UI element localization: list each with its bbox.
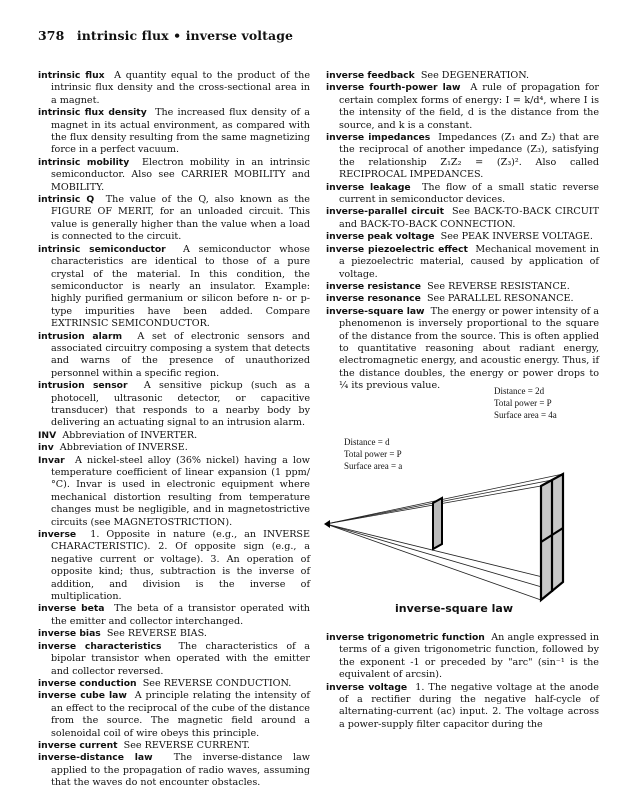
dictionary-entry (38, 442, 310, 454)
entry-term: inverse characteristics (38, 640, 162, 652)
page-header (38, 28, 293, 43)
right-column-bottom (326, 632, 599, 731)
dictionary-entry (326, 306, 599, 393)
entry-term: inverse feedback (326, 70, 415, 81)
entry-term: inverse voltage (326, 681, 408, 693)
dictionary-entry (326, 632, 599, 682)
entry-term: inverse beta (38, 603, 105, 615)
dictionary-entry (38, 752, 310, 789)
running-head: intrinsic flux • inverse voltage (76, 28, 294, 43)
entry-term: Invar (38, 454, 65, 466)
dictionary-entry (38, 331, 310, 381)
dictionary-entry (38, 244, 310, 331)
entry-definition: The flow of a small static reverse current in semiconductor devices. (339, 181, 599, 206)
entry-definition: A quantity equal to the product of the intrinsic flux density and the cross-sectional area in a magnet. (51, 70, 310, 106)
entry-definition: See PARALLEL RESONANCE. (426, 293, 574, 305)
entry-term: inverse conduction (38, 677, 137, 689)
entry-definition: Abbreviation of INVERTER. (62, 429, 198, 441)
ray-lines (326, 474, 563, 600)
dictionary-entry (38, 157, 310, 194)
entry-definition: Abbreviation of INVERSE. (59, 442, 188, 454)
right-column (326, 70, 599, 393)
entry-definition: The value of the Q, also known as the FIGURE OF MERIT, for an unloaded circuit. This value is generally higher than the value when a load is connected to the circuit. (51, 194, 310, 243)
entry-term: inverse-parallel circuit (326, 206, 444, 218)
figure-caption: inverse-square law (395, 602, 513, 615)
dictionary-entry (326, 293, 599, 305)
entry-definition: Impedances (Z₁ and Z₂) that are the reciprocal of another impedance (Z₃), satisfying the relationship Z₁Z₂ = (Z₃)². Also called RECIPROCAL IMPEDANCES. (339, 132, 599, 181)
entry-term: inverse peak voltage (326, 231, 435, 243)
dictionary-entry (326, 231, 599, 243)
entry-term: intrinsic flux (38, 70, 105, 81)
dictionary-entry (326, 281, 599, 293)
entry-definition: The inverse-distance law applied to the propagation of radio waves, assuming that the waves do not encounter obstacles. (51, 752, 310, 789)
entry-term: inverse leakage (326, 181, 411, 193)
entry-term: inverse piezoelectric effect (326, 243, 468, 255)
entry-definition: See REVERSE RESISTANCE. (427, 280, 570, 292)
far-surface (541, 474, 563, 600)
entry-term: inverse bias (38, 628, 101, 640)
entry-definition: A rule of propagation for certain complex forms of energy: I = k/d⁴, where I is the intensity of the field, d is the distance from the source, and k is a constant. (339, 82, 600, 131)
dictionary-entry (326, 244, 599, 281)
entry-definition: A semiconductor whose characteristics are identical to those of a pure crystal of the material. In this condition, the semiconductor is nearly an insulator. Example: highly purified germanium or silicon before n- or p-type impurities have been added. Compare EXTRINSIC SEMICONDUCTOR. (51, 243, 310, 330)
entry-term: inverse-distance law (38, 752, 153, 764)
entry-definition: See REVERSE BIAS. (106, 628, 207, 640)
entry-definition: The energy or power intensity of a phenomenon is inversely proportional to the square of the distance from the source. This is often applied to quantitative reasoning about radiant energy, electromagnetic energy, and acoustic energy. Thus, if the distance doubles, the energy or power drops to ¼ its previous value. (339, 305, 599, 392)
entry-definition: 1. Opposite in nature (e.g., an INVERSE CHARACTERISTIC). 2. Of opposite sign (e.g., a negative current or voltage). 3. An operation of opposite kind; thus, subtraction is the inverse of addition, and division is the inverse of multiplication. (51, 529, 310, 603)
dictionary-entry (38, 430, 310, 442)
entry-term: inverse impedances (326, 132, 431, 144)
entry-term: inverse trigonometric function (326, 632, 485, 643)
near-label-power: Total power = P (344, 449, 402, 459)
entry-term: intrinsic flux density (38, 107, 147, 119)
dictionary-entry (38, 529, 310, 603)
page-number: 378 (38, 28, 65, 43)
entry-term: inverse current (38, 739, 118, 751)
entry-term: intrinsic semiconductor (38, 243, 166, 255)
entry-term: intrusion sensor (38, 380, 128, 392)
dictionary-entry (38, 690, 310, 740)
entry-definition: The characteristics of a bipolar transistor when operated with the emitter and collector reversed. (51, 640, 310, 677)
entry-definition: See REVERSE CONDUCTION. (142, 677, 292, 689)
entry-definition: A nickel-steel alloy (36% nickel) having a low temperature coefficient of linear expansion (1 ppm/°C). Invar is used in electronic equipment where mechanical distortion resulting from temperature changes must be negligible, and in magnetostrictive circuits (see MAGNETOSTRICTION). (51, 454, 310, 528)
entry-term: intrusion alarm (38, 330, 123, 342)
left-column (38, 70, 310, 790)
entry-definition: See PEAK INVERSE VOLTAGE. (440, 231, 593, 243)
entry-term: intrinsic mobility (38, 156, 130, 168)
dictionary-entry (38, 70, 310, 107)
entry-term: intrinsic Q (38, 194, 95, 206)
entry-term: inverse resistance (326, 280, 421, 292)
dictionary-entry (38, 641, 310, 678)
dictionary-entry (326, 70, 599, 82)
dictionary-entry (38, 603, 310, 628)
entry-term: INV (38, 429, 57, 441)
far-label-power: Total power = P (494, 398, 552, 408)
entry-definition: The beta of a transistor operated with the emitter and collector interchanged. (51, 603, 310, 627)
entry-definition: See REVERSE CURRENT. (123, 739, 250, 751)
far-label-distance: Distance = 2d (494, 386, 545, 396)
dictionary-entry (326, 682, 599, 732)
dictionary-entry (326, 82, 599, 132)
point-source (324, 520, 330, 528)
dictionary-entry (38, 455, 310, 529)
entry-definition: An angle expressed in terms of a given trigonometric function, followed by the exponent -1 or preceded by "arc" (sin⁻¹ is the equivalent of arcsin). (339, 632, 599, 681)
entry-term: inverse fourth-power law (326, 82, 461, 94)
entry-term: inverse (38, 529, 77, 541)
dictionary-entry (38, 194, 310, 244)
dictionary-entry (38, 678, 310, 690)
entry-definition: See BACK-TO-BACK CIRCUIT and BACK-TO-BACK CONNECTION. (339, 206, 599, 230)
far-label-area: Surface area = 4a (494, 410, 557, 420)
entry-definition: A sensitive pickup (such as a photocell, ultrasonic detector, or capacitive transducer) that responds to a nearby body by delivering an actuating signal to an intrusion alarm. (51, 380, 310, 429)
dictionary-entry (326, 206, 599, 231)
entry-definition: See DEGENERATION. (420, 70, 530, 81)
inverse-square-law-figure (316, 382, 606, 622)
entry-term: inverse resonance (326, 293, 421, 305)
entry-definition: 1. The negative voltage at the anode of a rectifier during the negative half-cycle of alternating-current (ac) input. 2. The voltage across a power-supply filter capacitor during the (339, 681, 599, 730)
entry-definition: A principle relating the intensity of an effect to the reciprocal of the cube of the distance from the source. The magnetic field around a solenoidal coil of wire obeys this principle. (51, 690, 310, 739)
entry-term: inverse cube law (38, 690, 127, 702)
entry-definition: Electron mobility in an intrinsic semiconductor. Also see CARRIER MOBILITY and MOBILITY. (51, 156, 310, 193)
entry-definition: The increased flux density of a magnet in its actual environment, as compared with the flux density resulting from the same magnetizing force in a perfect vacuum. (51, 107, 310, 156)
dictionary-entry (38, 628, 310, 640)
entry-definition: Mechanical movement in a piezoelectric material, caused by application of voltage. (339, 243, 599, 280)
near-surface (433, 498, 442, 549)
entry-term: inv (38, 442, 54, 454)
entry-term: inverse-square law (326, 305, 425, 317)
dictionary-entry (326, 182, 599, 207)
dictionary-entry (38, 740, 310, 752)
near-label-distance: Distance = d (344, 437, 390, 447)
entry-definition: A set of electronic sensors and associated circuitry composing a system that detects and warns of the presence of unauthorized personnel within a specific region. (51, 330, 310, 379)
near-label-area: Surface area = a (344, 461, 403, 471)
dictionary-entry (38, 107, 310, 157)
dictionary-entry (38, 380, 310, 430)
dictionary-entry (326, 132, 599, 182)
